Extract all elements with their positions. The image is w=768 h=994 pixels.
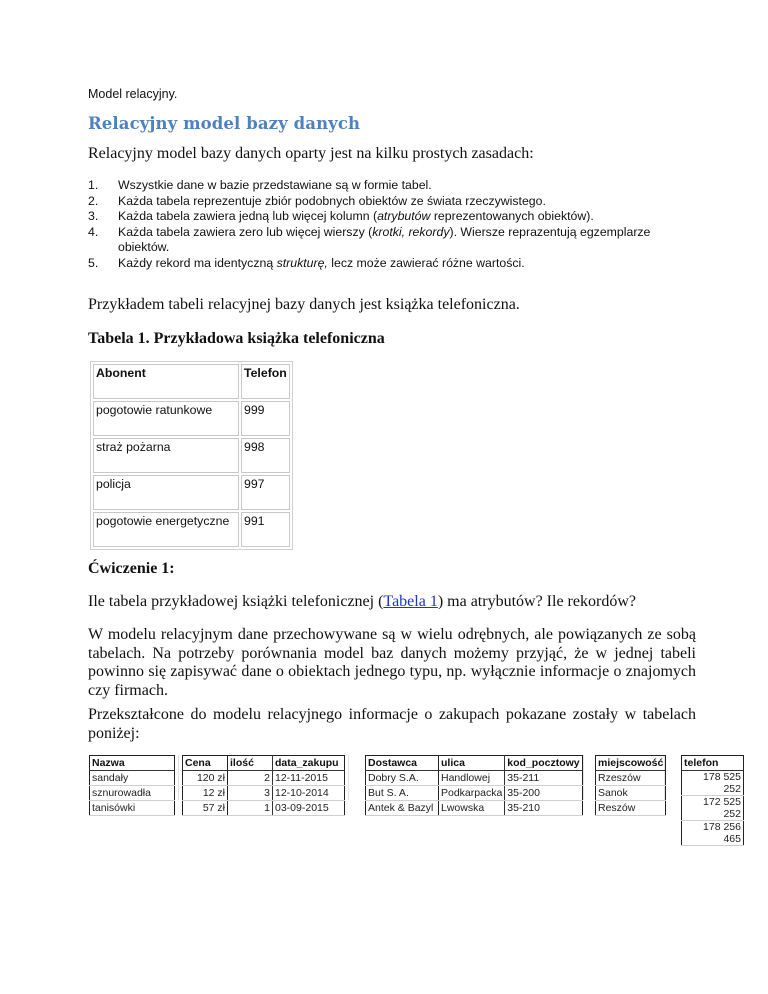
table-row <box>596 786 666 801</box>
rule-number: 2. <box>88 193 99 208</box>
column-header-nazwa: Nazwa <box>90 756 175 771</box>
column-header-telefon: Telefon <box>241 364 290 399</box>
suppliers-table <box>365 755 583 816</box>
cell-data-zakupu: 12-10-2014 <box>273 786 345 801</box>
cell-kod-pocztowy: 35-200 <box>505 786 583 801</box>
rule-number: 3. <box>88 209 99 224</box>
cell-telefon: 998 <box>241 438 290 473</box>
cell-telefon: 999 <box>241 401 290 436</box>
rule-text <box>118 178 432 192</box>
cell-abonent: policja <box>93 475 239 510</box>
question-text: ) ma atrybutów? Ile rekordów? <box>437 593 636 610</box>
table-row <box>183 771 345 786</box>
rule-item <box>88 209 688 225</box>
cell-data-zakupu: 03-09-2015 <box>273 801 345 816</box>
table-row <box>366 801 583 816</box>
rule-number: 1. <box>88 178 99 192</box>
header-note: Model relacyjny. <box>88 87 178 101</box>
cell-cena: 120 zł <box>183 771 228 786</box>
products-table <box>89 755 175 816</box>
question-text: Ile tabela przykładowej książki telefonicznej ( <box>88 593 384 610</box>
rule-item <box>88 225 688 256</box>
phones-table <box>681 755 744 846</box>
cell-dostawca: Antek & Bazyl <box>366 801 439 816</box>
table-caption: Tabela 1. Przykładowa książka telefoniczna <box>88 330 385 347</box>
table-row <box>366 786 583 801</box>
cell-nazwa: sandały <box>90 771 175 786</box>
cell-abonent: pogotowie ratunkowe <box>93 401 239 436</box>
cell-dostawca: Dobry S.A. <box>366 771 439 786</box>
exercise-title: Ćwiczenie 1: <box>88 560 175 577</box>
rule-text-run: Każda tabela zawiera jedną lub więcej kolumn ( <box>118 209 378 224</box>
rule-text <box>118 209 594 223</box>
rule-item <box>88 178 688 194</box>
table-row <box>596 771 666 786</box>
cell-cena: 57 zł <box>183 801 228 816</box>
rule-number: 4. <box>88 224 99 239</box>
cell-abonent: straż pożarna <box>93 438 239 473</box>
rule-emphasis: atrybutów <box>377 209 431 224</box>
table-row <box>682 821 744 846</box>
rule-text-run: ). Wiersze reprazentują egzemplarze obiektów. <box>118 224 651 255</box>
column-header-miejscowosc: miejscowość <box>596 756 666 771</box>
table-row <box>596 801 666 816</box>
rule-text-run: lecz może zawierać różne wartości. <box>327 255 525 270</box>
rule-text <box>118 194 546 208</box>
cell-miejscowosc: Reszów <box>596 801 666 816</box>
rule-text-run: Wszystkie dane w bazie przedstawiane są w formie tabel. <box>118 178 432 192</box>
table-header-row <box>93 364 290 399</box>
cell-nazwa: sznurowadła <box>90 786 175 801</box>
table-row <box>90 801 175 816</box>
rule-emphasis: strukturę, <box>276 255 328 270</box>
column-header-abonent: Abonent <box>93 364 239 399</box>
table-row <box>183 801 345 816</box>
rule-text-run: Każda tabela reprezentuje zbiór podobnych obiektów ze świata rzeczywistego. <box>118 193 546 208</box>
rule-number: 5. <box>88 255 99 270</box>
cell-telefon: 997 <box>241 475 290 510</box>
table-row <box>93 512 290 547</box>
column-header-dostawca: Dostawca <box>366 756 439 771</box>
gridline <box>178 755 179 800</box>
cell-cena: 12 zł <box>183 786 228 801</box>
cell-kod-pocztowy: 35-211 <box>505 771 583 786</box>
intro-paragraph: Relacyjny model bazy danych oparty jest na kilku prostych zasadach: <box>88 145 534 162</box>
relational-paragraph: W modelu relacyjnym dane przechowywane są w wielu odrębnych, ale powiązanych ze sobą tabelach. Na potrzeby porównania model baz danych możemy przyjąć, że w jednej tabeli powinno się zapisywać dane o obiektach jednego typu, np. wyłącznie informacje o znajomych czy firmach. <box>88 626 696 699</box>
column-header-ilosc: ilość <box>228 756 273 771</box>
rules-list <box>88 178 688 272</box>
cell-nazwa: tanisówki <box>90 801 175 816</box>
rule-text <box>118 256 525 270</box>
cell-ulica: Podkarpacka <box>439 786 505 801</box>
table-row <box>93 438 290 473</box>
gridline <box>583 755 584 800</box>
table-row <box>183 786 345 801</box>
column-header-telefon: telefon <box>682 756 744 771</box>
purchases-table <box>182 755 345 816</box>
table-row <box>682 771 744 796</box>
cell-ilosc: 3 <box>228 786 273 801</box>
phonebook-table <box>90 361 293 550</box>
cell-ilosc: 1 <box>228 801 273 816</box>
cell-abonent: pogotowie energetyczne <box>93 512 239 547</box>
column-header-cena: Cena <box>183 756 228 771</box>
column-header-ulica: ulica <box>439 756 505 771</box>
cell-ulica: Handlowej <box>439 771 505 786</box>
cell-data-zakupu: 12-11-2015 <box>273 771 345 786</box>
column-header-data-zakupu: data_zakupu <box>273 756 345 771</box>
rule-text <box>118 225 650 255</box>
cities-table <box>595 755 666 816</box>
rule-text-run: reprezentowanych obiektów). <box>430 209 594 224</box>
rule-item <box>88 194 688 210</box>
table-1-link[interactable]: Tabela 1 <box>383 593 438 610</box>
cell-miejscowosc: Sanok <box>596 786 666 801</box>
cell-telefon: 178 525 252 <box>682 771 744 796</box>
table-row <box>366 771 583 786</box>
table-row <box>93 401 290 436</box>
table-row <box>90 786 175 801</box>
cell-dostawca: But S. A. <box>366 786 439 801</box>
gridline <box>348 755 349 800</box>
section-heading: Relacyjny model bazy danych <box>88 114 361 133</box>
table-row <box>90 771 175 786</box>
column-header-kod-pocztowy: kod_pocztowy <box>505 756 583 771</box>
table-row <box>682 796 744 821</box>
rule-emphasis: krotki, rekordy <box>372 224 450 239</box>
example-sentence: Przykładem tabeli relacyjnej bazy danych jest książka telefoniczna. <box>88 296 520 313</box>
rule-text-run: Każdy rekord ma identyczną <box>118 255 277 270</box>
cell-telefon: 172 525 252 <box>682 796 744 821</box>
cell-telefon: 178 256 465 <box>682 821 744 846</box>
cell-kod-pocztowy: 35-210 <box>505 801 583 816</box>
cell-telefon: 991 <box>241 512 290 547</box>
table-row <box>93 475 290 510</box>
cell-miejscowosc: Rzeszów <box>596 771 666 786</box>
rule-text-run: Każda tabela zawiera zero lub więcej wierszy ( <box>118 224 373 239</box>
cell-ilosc: 2 <box>228 771 273 786</box>
exercise-question <box>88 593 636 611</box>
rule-item <box>88 256 688 272</box>
purchases-paragraph: Przekształcone do modelu relacyjnego informacje o zakupach pokazane zostały w tabelach poniżej: <box>88 706 696 742</box>
cell-ulica: Lwowska <box>439 801 505 816</box>
